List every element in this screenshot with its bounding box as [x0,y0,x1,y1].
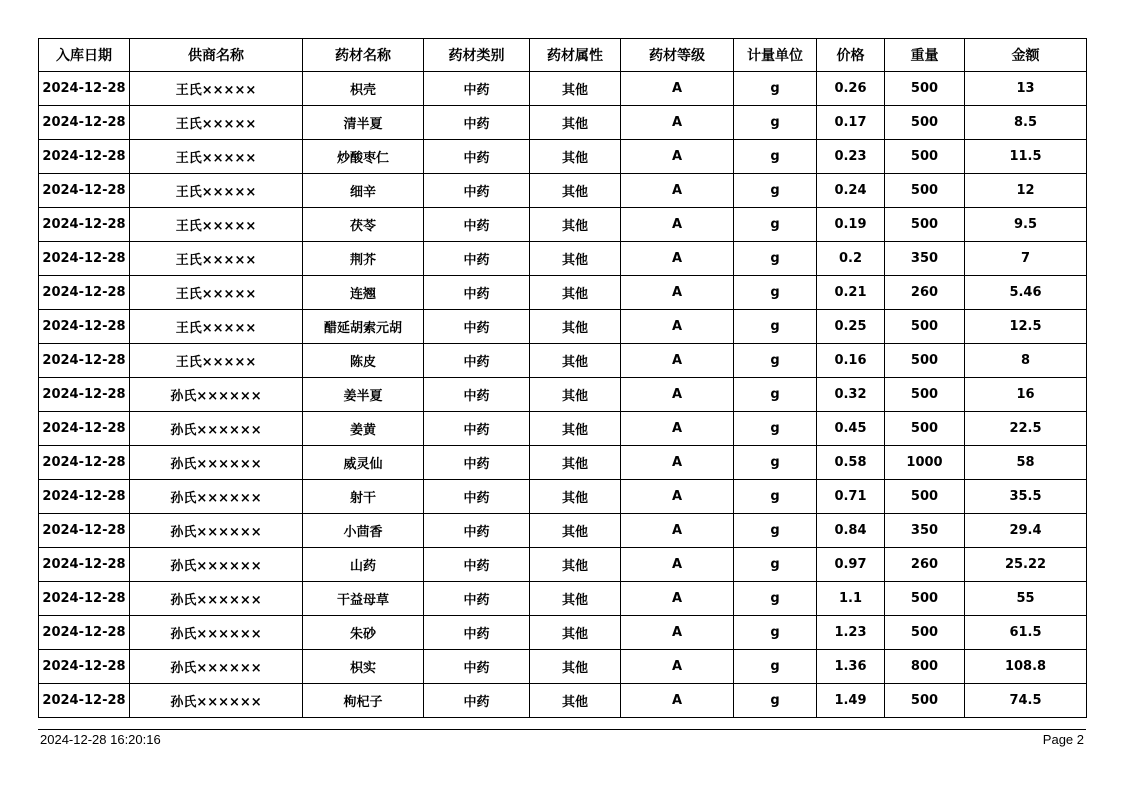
cell-inbound-date: 2024-12-28 [39,616,130,650]
cell-price: 0.23 [817,140,885,174]
cell-amount: 11.5 [965,140,1087,174]
cell-herb-grade: A [621,548,734,582]
cell-inbound-date: 2024-12-28 [39,412,130,446]
cell-herb-category: 中药 [424,616,530,650]
header-unit: 计量单位 [734,39,817,72]
cell-price: 0.2 [817,242,885,276]
cell-herb-category: 中药 [424,650,530,684]
cell-herb-attribute: 其他 [530,344,621,378]
cell-amount: 5.46 [965,276,1087,310]
header-herb-attribute: 药材属性 [530,39,621,72]
header-herb-name: 药材名称 [303,39,424,72]
table-row [39,310,1087,344]
cell-herb-name: 细辛 [303,174,424,208]
cell-herb-attribute: 其他 [530,412,621,446]
cell-herb-grade: A [621,140,734,174]
cell-herb-name: 姜半夏 [303,378,424,412]
cell-price: 0.71 [817,480,885,514]
cell-herb-category: 中药 [424,412,530,446]
cell-price: 1.49 [817,684,885,718]
cell-herb-grade: A [621,310,734,344]
cell-supplier-name: 孙氏×××××× [130,514,303,548]
cell-price: 0.58 [817,446,885,480]
cell-herb-name: 山药 [303,548,424,582]
cell-amount: 108.8 [965,650,1087,684]
cell-amount: 55 [965,582,1087,616]
cell-amount: 29.4 [965,514,1087,548]
cell-herb-grade: A [621,650,734,684]
table-row [39,616,1087,650]
cell-price: 1.36 [817,650,885,684]
cell-amount: 9.5 [965,208,1087,242]
cell-unit: g [734,344,817,378]
cell-herb-category: 中药 [424,310,530,344]
cell-unit: g [734,140,817,174]
cell-herb-category: 中药 [424,378,530,412]
cell-herb-attribute: 其他 [530,310,621,344]
cell-price: 1.1 [817,582,885,616]
cell-herb-name: 射干 [303,480,424,514]
cell-herb-attribute: 其他 [530,616,621,650]
cell-amount: 22.5 [965,412,1087,446]
cell-supplier-name: 王氏××××× [130,208,303,242]
cell-amount: 7 [965,242,1087,276]
cell-unit: g [734,310,817,344]
cell-weight: 500 [885,344,965,378]
cell-price: 0.32 [817,378,885,412]
cell-amount: 61.5 [965,616,1087,650]
cell-weight: 500 [885,616,965,650]
cell-supplier-name: 王氏××××× [130,344,303,378]
cell-herb-category: 中药 [424,480,530,514]
cell-herb-name: 枸杞子 [303,684,424,718]
cell-herb-category: 中药 [424,684,530,718]
table-row [39,514,1087,548]
cell-herb-attribute: 其他 [530,276,621,310]
cell-unit: g [734,276,817,310]
cell-herb-name: 威灵仙 [303,446,424,480]
cell-inbound-date: 2024-12-28 [39,650,130,684]
cell-price: 0.19 [817,208,885,242]
cell-unit: g [734,378,817,412]
cell-herb-grade: A [621,514,734,548]
cell-herb-attribute: 其他 [530,140,621,174]
cell-herb-category: 中药 [424,208,530,242]
header-herb-category: 药材类别 [424,39,530,72]
cell-herb-category: 中药 [424,174,530,208]
cell-herb-category: 中药 [424,548,530,582]
cell-herb-grade: A [621,344,734,378]
cell-amount: 58 [965,446,1087,480]
cell-amount: 12 [965,174,1087,208]
cell-amount: 8 [965,344,1087,378]
cell-weight: 500 [885,208,965,242]
cell-amount: 25.22 [965,548,1087,582]
cell-herb-name: 干益母草 [303,582,424,616]
cell-herb-category: 中药 [424,582,530,616]
cell-unit: g [734,684,817,718]
cell-inbound-date: 2024-12-28 [39,378,130,412]
cell-herb-attribute: 其他 [530,548,621,582]
table-row [39,480,1087,514]
table-row [39,650,1087,684]
cell-herb-attribute: 其他 [530,446,621,480]
cell-weight: 500 [885,310,965,344]
cell-herb-attribute: 其他 [530,242,621,276]
cell-herb-name: 炒酸枣仁 [303,140,424,174]
cell-supplier-name: 孙氏×××××× [130,378,303,412]
cell-herb-category: 中药 [424,106,530,140]
cell-amount: 74.5 [965,684,1087,718]
cell-herb-grade: A [621,616,734,650]
cell-supplier-name: 王氏××××× [130,72,303,106]
cell-herb-attribute: 其他 [530,514,621,548]
cell-herb-attribute: 其他 [530,174,621,208]
cell-herb-grade: A [621,208,734,242]
cell-herb-name: 醋延胡索元胡 [303,310,424,344]
cell-price: 0.97 [817,548,885,582]
cell-herb-attribute: 其他 [530,582,621,616]
cell-price: 0.21 [817,276,885,310]
cell-herb-grade: A [621,276,734,310]
cell-unit: g [734,446,817,480]
table-row [39,208,1087,242]
cell-inbound-date: 2024-12-28 [39,310,130,344]
table-row [39,412,1087,446]
cell-price: 0.25 [817,310,885,344]
cell-supplier-name: 孙氏×××××× [130,582,303,616]
cell-herb-attribute: 其他 [530,106,621,140]
cell-unit: g [734,208,817,242]
cell-herb-grade: A [621,242,734,276]
cell-amount: 12.5 [965,310,1087,344]
cell-herb-attribute: 其他 [530,378,621,412]
cell-herb-attribute: 其他 [530,650,621,684]
cell-unit: g [734,514,817,548]
cell-price: 0.45 [817,412,885,446]
table-row [39,684,1087,718]
cell-unit: g [734,242,817,276]
cell-weight: 260 [885,276,965,310]
cell-herb-name: 朱砂 [303,616,424,650]
cell-inbound-date: 2024-12-28 [39,548,130,582]
cell-supplier-name: 孙氏×××××× [130,412,303,446]
cell-herb-attribute: 其他 [530,480,621,514]
page-number: Page 2 [1042,732,1084,747]
cell-supplier-name: 孙氏×××××× [130,650,303,684]
footer-divider [38,729,1086,730]
cell-herb-attribute: 其他 [530,208,621,242]
cell-weight: 500 [885,106,965,140]
cell-supplier-name: 孙氏×××××× [130,480,303,514]
table-row [39,344,1087,378]
cell-weight: 500 [885,378,965,412]
cell-supplier-name: 孙氏×××××× [130,446,303,480]
cell-herb-attribute: 其他 [530,72,621,106]
table-row [39,174,1087,208]
table-row [39,582,1087,616]
cell-inbound-date: 2024-12-28 [39,242,130,276]
header-supplier-name: 供商名称 [130,39,303,72]
cell-unit: g [734,174,817,208]
cell-herb-name: 茯苓 [303,208,424,242]
cell-weight: 800 [885,650,965,684]
cell-herb-category: 中药 [424,242,530,276]
table-row [39,378,1087,412]
cell-unit: g [734,106,817,140]
cell-herb-name: 陈皮 [303,344,424,378]
cell-herb-grade: A [621,174,734,208]
cell-supplier-name: 王氏××××× [130,242,303,276]
table-row [39,548,1087,582]
cell-herb-grade: A [621,480,734,514]
cell-supplier-name: 王氏××××× [130,174,303,208]
cell-unit: g [734,650,817,684]
cell-supplier-name: 孙氏×××××× [130,548,303,582]
cell-herb-name: 姜黄 [303,412,424,446]
cell-herb-grade: A [621,106,734,140]
cell-inbound-date: 2024-12-28 [39,106,130,140]
cell-herb-grade: A [621,446,734,480]
cell-amount: 8.5 [965,106,1087,140]
cell-supplier-name: 孙氏×××××× [130,616,303,650]
cell-inbound-date: 2024-12-28 [39,344,130,378]
cell-herb-name: 连翘 [303,276,424,310]
cell-herb-grade: A [621,684,734,718]
cell-unit: g [734,72,817,106]
cell-unit: g [734,480,817,514]
cell-supplier-name: 王氏××××× [130,106,303,140]
cell-weight: 500 [885,72,965,106]
cell-inbound-date: 2024-12-28 [39,480,130,514]
cell-price: 0.17 [817,106,885,140]
cell-herb-name: 荆芥 [303,242,424,276]
cell-inbound-date: 2024-12-28 [39,446,130,480]
cell-herb-category: 中药 [424,514,530,548]
cell-herb-name: 小茴香 [303,514,424,548]
header-amount: 金额 [965,39,1087,72]
cell-herb-grade: A [621,582,734,616]
cell-herb-category: 中药 [424,276,530,310]
cell-price: 0.16 [817,344,885,378]
cell-unit: g [734,582,817,616]
cell-inbound-date: 2024-12-28 [39,276,130,310]
cell-price: 0.26 [817,72,885,106]
inventory-table [38,38,1087,718]
cell-inbound-date: 2024-12-28 [39,140,130,174]
cell-herb-category: 中药 [424,344,530,378]
cell-weight: 500 [885,480,965,514]
cell-herb-category: 中药 [424,140,530,174]
cell-price: 1.23 [817,616,885,650]
cell-supplier-name: 孙氏×××××× [130,684,303,718]
cell-supplier-name: 王氏××××× [130,140,303,174]
cell-supplier-name: 王氏××××× [130,276,303,310]
cell-unit: g [734,548,817,582]
table-row [39,106,1087,140]
cell-supplier-name: 王氏××××× [130,310,303,344]
cell-herb-name: 枳实 [303,650,424,684]
cell-weight: 1000 [885,446,965,480]
cell-amount: 13 [965,72,1087,106]
cell-inbound-date: 2024-12-28 [39,514,130,548]
table-row [39,242,1087,276]
table-row [39,140,1087,174]
header-herb-grade: 药材等级 [621,39,734,72]
table-row [39,72,1087,106]
cell-herb-name: 清半夏 [303,106,424,140]
cell-weight: 500 [885,582,965,616]
header-price: 价格 [817,39,885,72]
cell-weight: 260 [885,548,965,582]
cell-herb-attribute: 其他 [530,684,621,718]
cell-unit: g [734,616,817,650]
print-timestamp: 2024-12-28 16:20:16 [40,732,161,747]
table-row [39,446,1087,480]
cell-herb-category: 中药 [424,72,530,106]
cell-herb-grade: A [621,412,734,446]
table-row [39,276,1087,310]
cell-unit: g [734,412,817,446]
cell-inbound-date: 2024-12-28 [39,208,130,242]
cell-amount: 16 [965,378,1087,412]
cell-inbound-date: 2024-12-28 [39,174,130,208]
cell-inbound-date: 2024-12-28 [39,72,130,106]
cell-inbound-date: 2024-12-28 [39,582,130,616]
cell-herb-grade: A [621,378,734,412]
header-inbound-date: 入库日期 [39,39,130,72]
cell-herb-grade: A [621,72,734,106]
cell-herb-category: 中药 [424,446,530,480]
cell-price: 0.84 [817,514,885,548]
cell-herb-name: 枳壳 [303,72,424,106]
cell-weight: 500 [885,412,965,446]
cell-weight: 500 [885,140,965,174]
cell-weight: 500 [885,174,965,208]
cell-inbound-date: 2024-12-28 [39,684,130,718]
cell-price: 0.24 [817,174,885,208]
cell-weight: 500 [885,684,965,718]
table-header-row [39,39,1087,72]
header-weight: 重量 [885,39,965,72]
cell-amount: 35.5 [965,480,1087,514]
cell-weight: 350 [885,514,965,548]
cell-weight: 350 [885,242,965,276]
